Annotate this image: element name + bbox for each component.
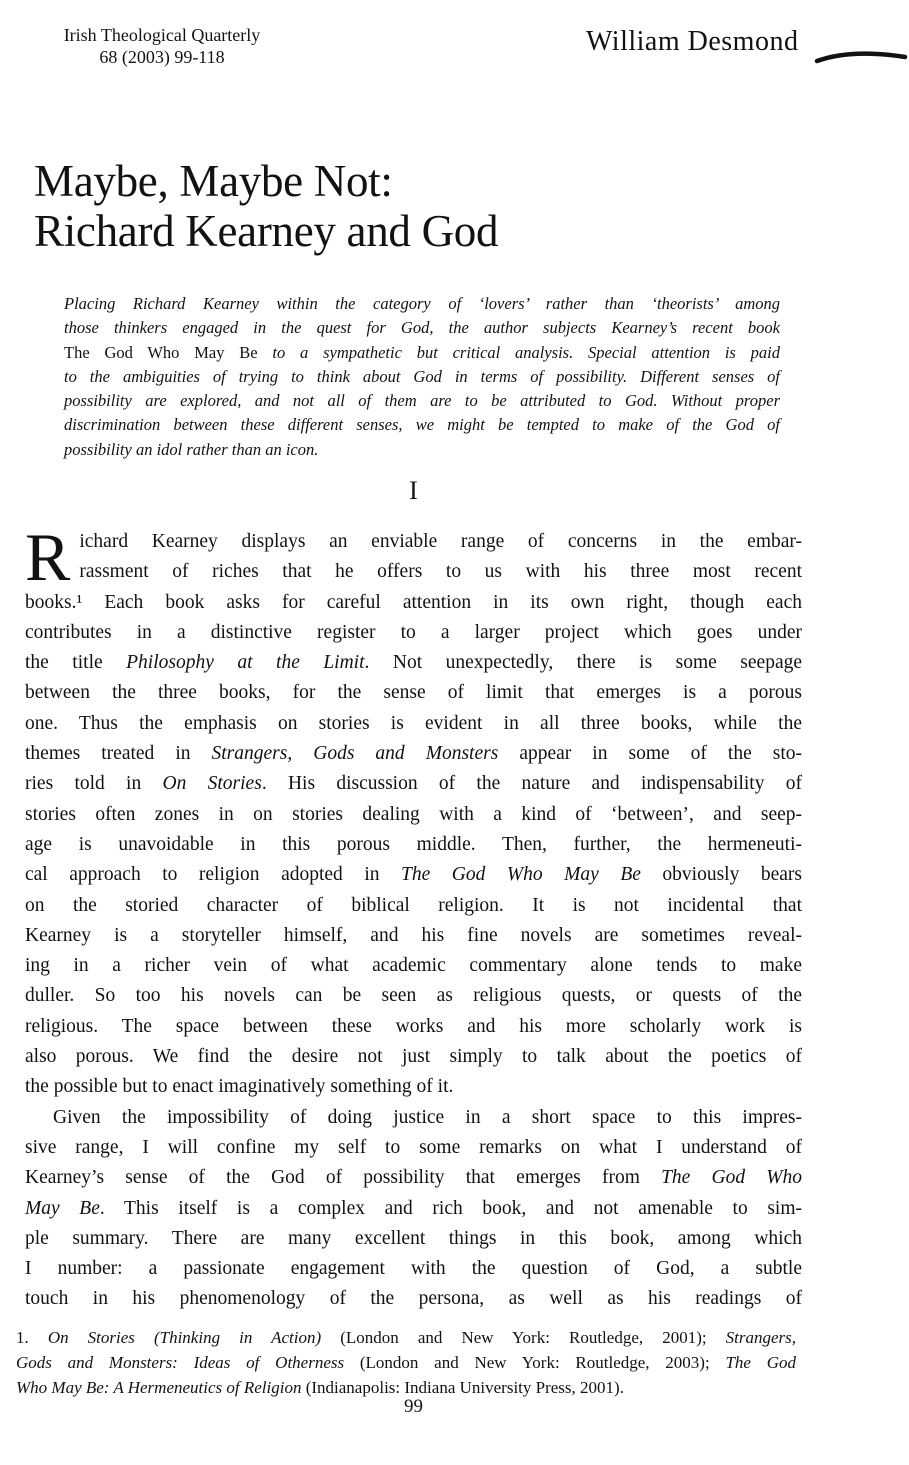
book-title-text: The God Who [661,1167,803,1189]
text-segment: cal approach to religion adopted in [25,864,402,886]
text-segment: Kearney is a storyteller himself, and his fine novels are sometimes reveal- [25,924,802,946]
text-segment: possibility an idol rather than an icon. [64,439,319,459]
journal-header [36,24,288,68]
book-title-text: On Stories (Thinking in Action) [47,1328,322,1347]
text-segment: rassment of riches that he offers to us with his three most recent [79,561,802,583]
text-line [25,1072,802,1102]
text-line [25,1163,802,1193]
article-title [34,156,498,256]
text-segment: possibility are explored, and not all of them are to be attributed to God. Without proper [64,391,780,411]
text-segment: on the storied character of biblical religion. It is not incidental that [25,894,802,916]
text-line [25,1042,802,1072]
paragraph [25,1103,802,1315]
book-title-text: Strangers, Gods and Monsters [211,743,499,765]
text-segment: appear in some of the sto- [498,743,803,765]
text-segment: to a sympathetic but critical analysis. Special attention is paid [257,342,780,362]
text-line [25,648,802,678]
footnote [16,1325,796,1400]
article-title-line2: Richard Kearney and God [34,206,499,256]
text-line [25,800,802,830]
book-title-text: Strangers, [725,1328,797,1347]
text-segment: themes treated in [25,743,212,765]
text-line [16,1325,796,1350]
text-line [64,316,780,340]
text-line [25,588,802,618]
text-line [25,678,802,708]
text-segment: to the ambiguities of trying to think about God in terms of possibility. Different senses of [64,366,780,386]
text-segment: books.¹ Each book asks for careful attention in its own right, though each [25,591,802,613]
article-title-line1: Maybe, Maybe Not: [34,156,393,206]
drop-cap: R [25,519,71,595]
page-number: 99 [404,1396,423,1417]
text-segment: sive range, I will confine my self to some remarks on what I understand of [25,1136,802,1158]
text-line [25,1133,802,1163]
author-name: William Desmond [586,26,799,57]
ink-stroke-icon [813,47,909,67]
article-body [25,519,803,1315]
text-segment: religious. The space between these works and his more scholarly work is [25,1015,802,1037]
text-line [25,891,802,921]
text-line [25,527,802,557]
text-line [25,769,802,799]
paragraph [16,1325,796,1400]
text-line [64,292,780,316]
text-line [25,557,802,587]
text-segment: Placing Richard Kearney within the category of ‘lovers’ rather than ‘theorists’ among [64,294,780,313]
text-segment: duller. So too his novels can be seen as religious quests, or quests of the [25,985,802,1007]
text-segment: touch in his phenomenology of the persona, as well as his readings of [25,1288,802,1310]
text-segment: obviously bears [640,864,802,886]
text-line [16,1350,796,1375]
text-segment: . His discussion of the nature and indispensability of [261,773,802,795]
journal-issue: 68 (2003) 99-118 [99,47,225,67]
text-line [25,830,802,860]
text-line [64,389,780,413]
text-segment: 1. [16,1328,48,1347]
text-line [64,438,780,462]
text-segment: the title [25,652,127,674]
book-title-text: Who May Be: A Hermeneutics of Religion [16,1378,302,1397]
text-segment: stories often zones in on stories dealing with a kind of ‘between’, and seep- [25,803,802,825]
text-segment: Kearney’s sense of the God of possibility that emerges from [25,1167,662,1189]
text-line [25,1284,802,1314]
text-line [25,1103,802,1133]
book-title-text: On Stories [162,773,262,795]
book-title-text: Philosophy at the Limit [126,652,365,674]
book-title-text: May Be [25,1197,100,1219]
text-segment: ing in a richer vein of what academic commentary alone tends to make [25,955,802,977]
abstract [64,292,780,462]
text-segment: age is unavoidable in this porous middle. Then, further, the hermeneuti- [25,833,802,855]
text-segment: between the three books, for the sense of limit that emerges is a porous [25,682,802,704]
journal-name: Irish Theological Quarterly [63,25,261,45]
text-line [64,341,780,365]
text-line [64,413,780,437]
text-line [25,618,802,648]
text-segment: ichard Kearney displays an enviable range of concerns in the embar- [79,531,802,552]
text-line [25,860,802,890]
book-title-text: The God Who May Be [401,864,641,886]
text-line [25,981,802,1011]
text-segment: ple summary. There are many excellent things in this book, among which [25,1227,802,1249]
text-segment: contributes in a distinctive register to a larger project which goes under [25,621,802,643]
text-line [25,1194,802,1224]
text-line [25,709,802,739]
text-line [25,1012,802,1042]
text-segment: I number: a passionate engagement with the question of God, a subtle [25,1258,802,1280]
text-segment: those thinkers engaged in the quest for God, the author subjects Kearney’s recent book [64,318,780,338]
text-segment: (London and New York: Routledge, 2001); [321,1328,726,1347]
text-line [25,1224,802,1254]
section-marker: I [409,476,418,505]
text-segment: (Indianapolis: Indiana University Press, 2001). [301,1378,624,1397]
text-segment: . Not unexpectedly, there is some seepage [364,652,803,674]
text-segment: the possible but to enact imaginatively something of it. [25,1076,454,1098]
text-segment: one. Thus the emphasis on stories is evident in all three books, while the [25,712,802,734]
book-title-text: The God [725,1353,796,1372]
paragraph [25,519,803,1103]
text-segment: discrimination between these different senses, we might be tempted to make of the God of [64,415,780,435]
text-segment: ries told in [25,773,163,795]
text-line [64,365,780,389]
paragraph [64,292,780,462]
text-segment: (London and New York: Routledge, 2003); [344,1353,726,1372]
text-segment: also porous. We find the desire not just simply to talk about the poetics of [25,1046,802,1068]
text-line [25,921,802,951]
text-segment: . This itself is a complex and rich book, and not amenable to sim- [99,1197,803,1219]
text-segment: Given the impossibility of doing justice in a short space to this impres- [53,1106,802,1128]
text-line [25,951,802,981]
text-line [25,739,802,769]
text-segment: The God Who May Be [64,342,258,362]
text-line [25,1254,802,1284]
book-title-text: Gods and Monsters: Ideas of Otherness [16,1353,345,1372]
